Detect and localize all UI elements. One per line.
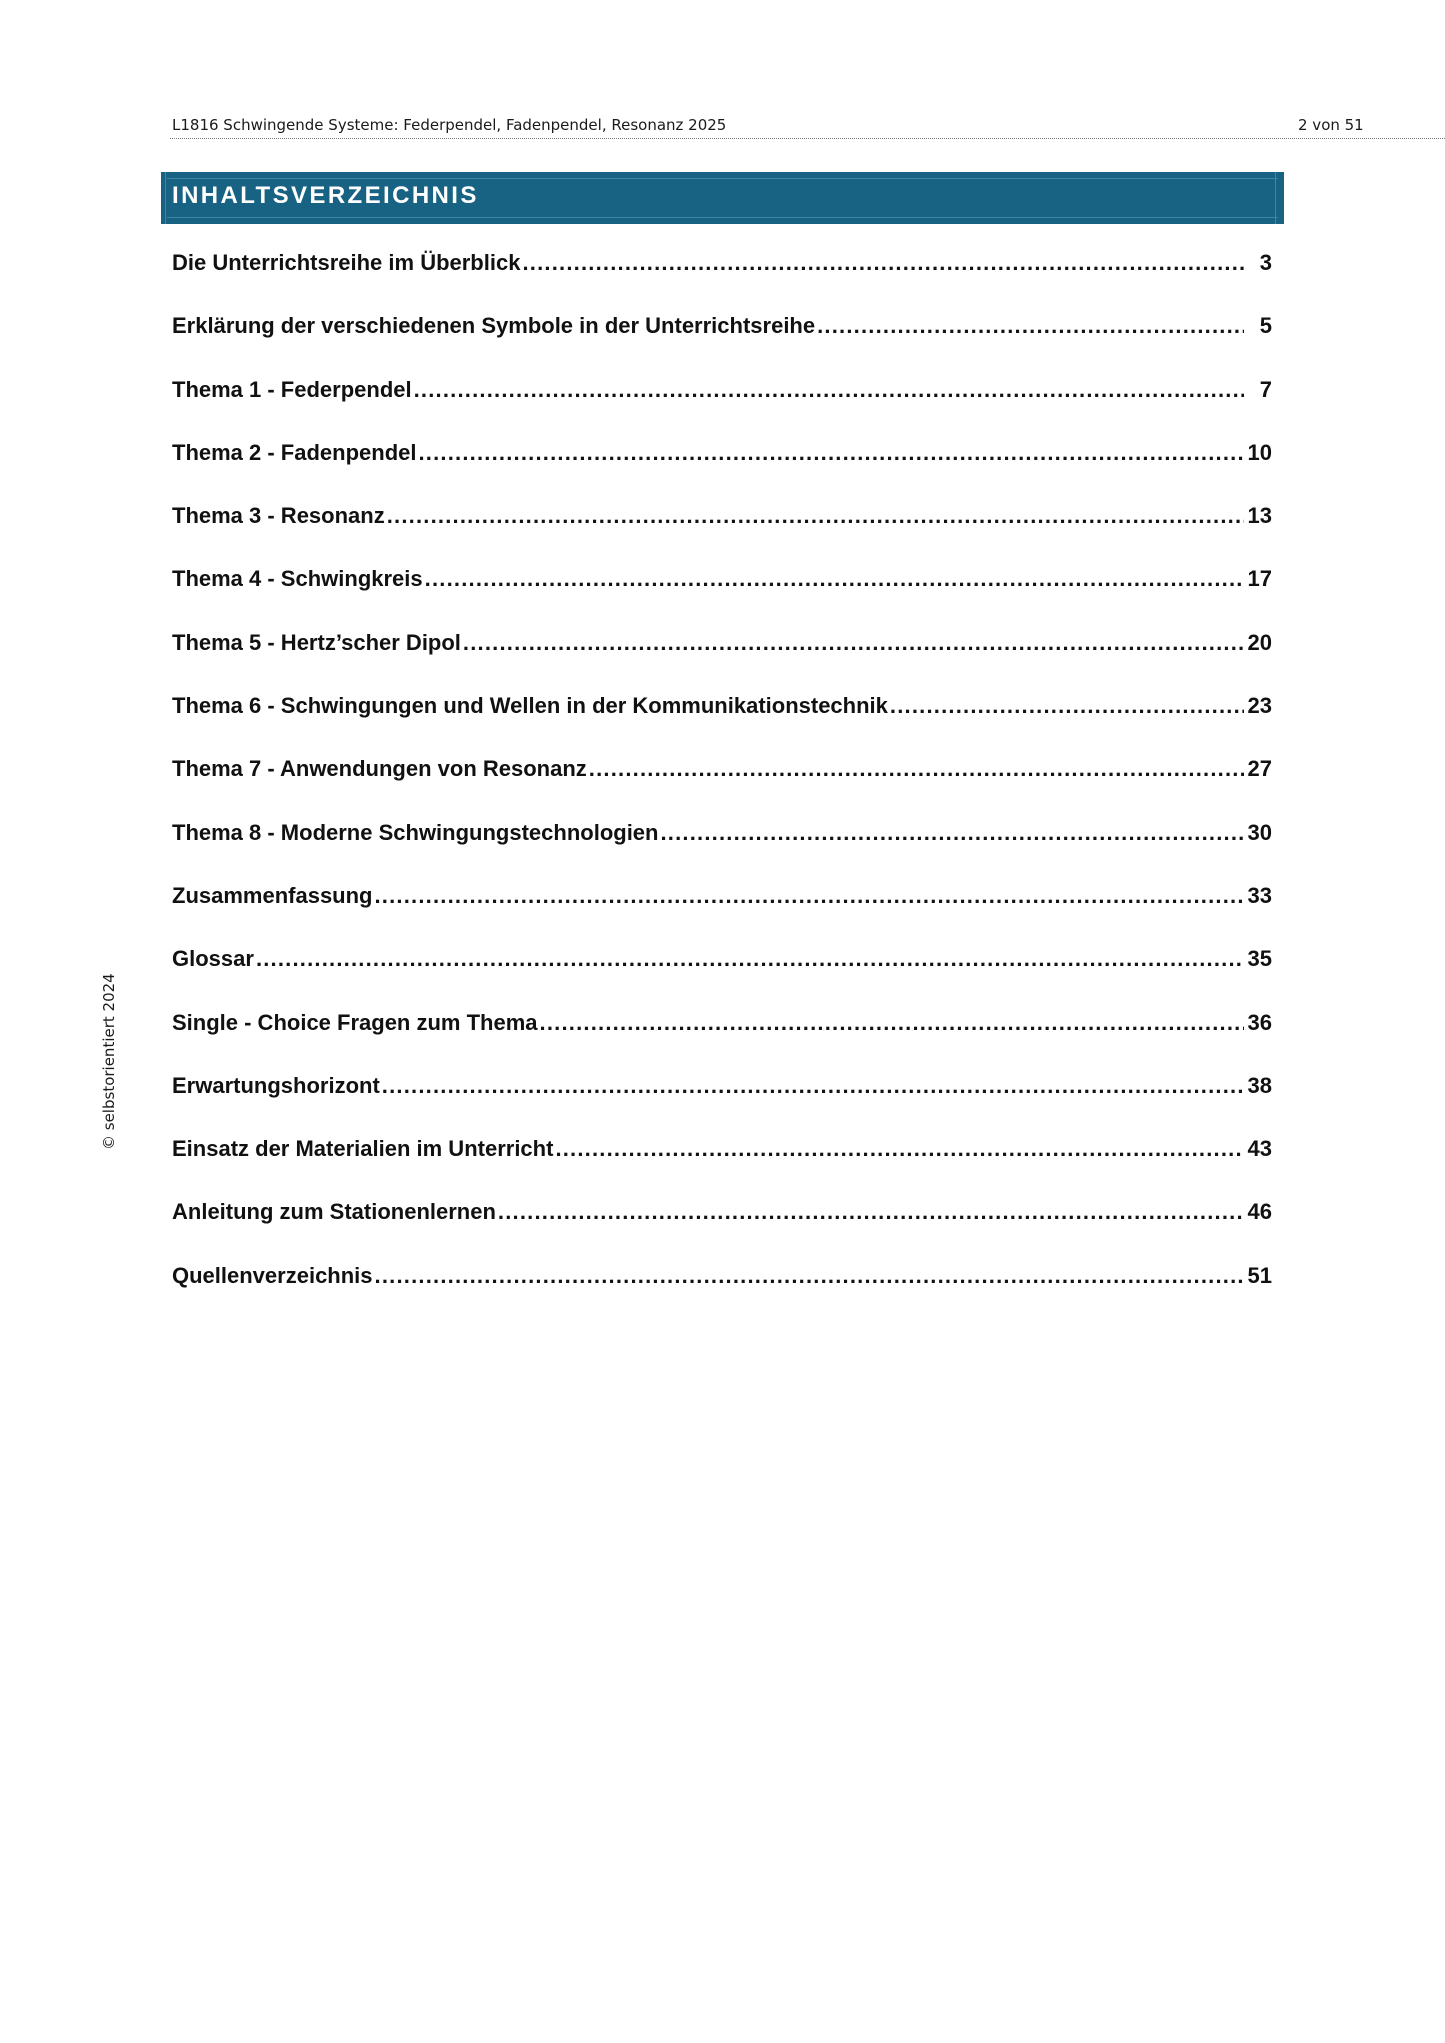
- toc-entry[interactable]: [172, 1136, 1272, 1199]
- toc-entry[interactable]: [172, 1073, 1272, 1136]
- dot-leader: [414, 377, 1244, 403]
- toc-entry-label: Thema 7 - Anwendungen von Resonanz: [172, 756, 587, 782]
- toc-entry[interactable]: [172, 1010, 1272, 1073]
- page-indicator: 2 von 51: [1298, 116, 1364, 134]
- toc-entry-label: Thema 4 - Schwingkreis: [172, 566, 423, 592]
- toc-entry-label: Erwartungshorizont: [172, 1072, 380, 1098]
- toc-entry[interactable]: [172, 820, 1272, 883]
- toc-entry[interactable]: [172, 756, 1272, 819]
- toc-entry[interactable]: [172, 1199, 1272, 1262]
- dot-leader: [382, 1073, 1244, 1099]
- toc-entry-page: 20: [1247, 629, 1272, 655]
- toc-heading: INHALTSVERZEICHNIS: [172, 182, 479, 209]
- toc-entry-label: Thema 6 - Schwingungen und Wellen in der Kommunikationstechnik: [172, 693, 888, 719]
- dot-leader: [522, 250, 1244, 276]
- dot-leader: [890, 693, 1244, 719]
- dot-leader: [375, 1263, 1244, 1289]
- dot-leader: [817, 313, 1244, 339]
- toc-entry[interactable]: [172, 250, 1272, 313]
- toc-entry[interactable]: [172, 1263, 1272, 1326]
- dot-leader: [425, 566, 1244, 592]
- dot-leader: [419, 440, 1245, 466]
- toc-entry[interactable]: [172, 630, 1272, 693]
- toc-entry[interactable]: [172, 946, 1272, 1009]
- dot-leader: [463, 630, 1244, 656]
- toc-entry[interactable]: [172, 377, 1272, 440]
- dot-leader: [555, 1136, 1244, 1162]
- toc-entry-label: Glossar: [172, 946, 254, 972]
- toc-entry-page: 46: [1247, 1199, 1272, 1225]
- toc-entry-page: 7: [1259, 376, 1272, 402]
- dot-leader: [387, 503, 1244, 529]
- toc-entry-page: 5: [1259, 313, 1272, 339]
- toc-entry-label: Thema 8 - Moderne Schwingungstechnologien: [172, 819, 659, 845]
- dot-leader: [256, 946, 1244, 972]
- toc-entry-label: Thema 1 - Federpendel: [172, 376, 412, 402]
- toc-entry-page: 10: [1247, 439, 1272, 465]
- toc-entry-page: 51: [1247, 1262, 1272, 1288]
- toc-entry-label: Die Unterrichtsreihe im Überblick: [172, 250, 521, 275]
- toc-entry-label: Single - Choice Fragen zum Thema: [172, 1009, 538, 1035]
- banner-edge-line: [165, 172, 166, 224]
- copyright-notice: © selbstorientiert 2024: [100, 973, 118, 1150]
- page-header: [170, 114, 1445, 139]
- dot-leader: [375, 883, 1245, 909]
- toc-entry-page: 38: [1247, 1072, 1272, 1098]
- dot-leader: [589, 756, 1244, 782]
- toc-entry-label: Thema 3 - Resonanz: [172, 503, 385, 529]
- toc-entry-label: Anleitung zum Stationenlernen: [172, 1199, 496, 1225]
- toc-entry-page: 23: [1247, 693, 1272, 719]
- toc-entry-label: Erklärung der verschiedenen Symbole in der Unterrichtsreihe: [172, 313, 816, 339]
- toc-entry-label: Quellenverzeichnis: [172, 1262, 373, 1288]
- toc-entry[interactable]: [172, 883, 1272, 946]
- toc-entry-label: Thema 5 - Hertz’scher Dipol: [172, 629, 461, 655]
- toc-entry-page: 33: [1247, 882, 1272, 908]
- toc-entry[interactable]: [172, 566, 1272, 629]
- toc-entry-page: 3: [1259, 250, 1272, 275]
- toc-entry-page: 36: [1247, 1009, 1272, 1035]
- toc-entry-label: Thema 2 - Fadenpendel: [172, 439, 417, 465]
- document-title: L1816 Schwingende Systeme: Federpendel, Fadenpendel, Resonanz 2025: [172, 116, 727, 134]
- toc-entry-page: 27: [1247, 756, 1272, 782]
- toc-entry[interactable]: [172, 693, 1272, 756]
- toc-entry[interactable]: [172, 313, 1272, 376]
- toc-entry-label: Zusammenfassung: [172, 882, 373, 908]
- dot-leader: [540, 1010, 1244, 1036]
- dot-leader: [498, 1199, 1244, 1225]
- toc-list: [172, 250, 1272, 1326]
- dot-leader: [660, 820, 1244, 846]
- toc-entry-page: 30: [1247, 819, 1272, 845]
- toc-entry-page: 13: [1247, 503, 1272, 529]
- toc-entry-label: Einsatz der Materialien im Unterricht: [172, 1136, 554, 1162]
- toc-entry-page: 17: [1247, 566, 1272, 592]
- toc-heading-banner: [161, 172, 1284, 224]
- toc-entry-page: 43: [1247, 1136, 1272, 1162]
- toc-entry-page: 35: [1247, 946, 1272, 972]
- toc-entry[interactable]: [172, 440, 1272, 503]
- toc-entry[interactable]: [172, 503, 1272, 566]
